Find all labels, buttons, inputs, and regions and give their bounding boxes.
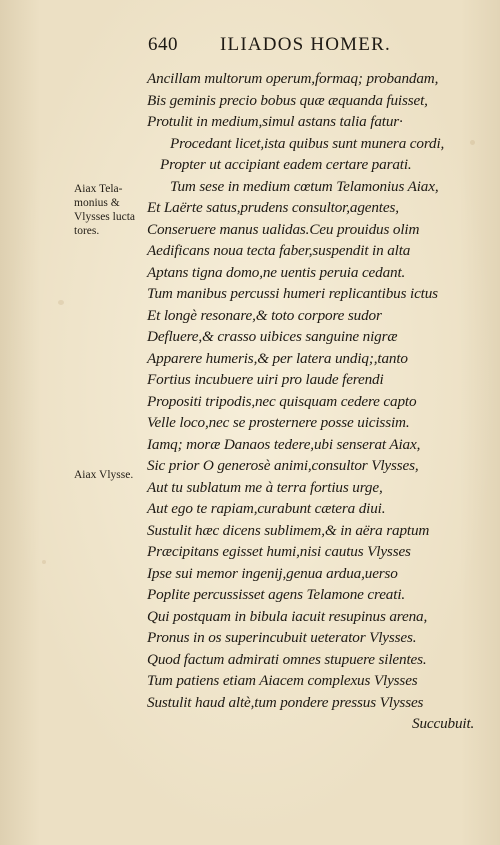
verse-line xyxy=(0,240,500,262)
page-number: 640 xyxy=(148,34,178,55)
verse-line-text: Aptans tigna domo,ne uentis peruia cedant. xyxy=(147,263,406,281)
verse-line xyxy=(0,606,500,628)
verse-line xyxy=(0,133,500,155)
verse-line xyxy=(0,412,500,434)
verse-line xyxy=(0,391,500,413)
verse-line xyxy=(0,455,500,477)
marginal-note-line: Aiax Tela- xyxy=(74,183,123,195)
verse-line xyxy=(0,219,500,241)
verse-line-text: Procedant licet,ista quibus sunt munera cordi, xyxy=(170,134,445,152)
verse-line-text: Poplite percussisset agens Telamone creati. xyxy=(147,586,406,603)
verse-line-text: Aut ego te rapiam,curabunt cætera diui. xyxy=(147,500,386,517)
verse-line-text: Iamq; moræ Danaos tedere,ubi senserat Aiax, xyxy=(147,435,421,453)
verse-line-text: Tum patiens etiam Aiacem complexus Vlysses xyxy=(147,672,418,689)
verse-line xyxy=(0,111,500,133)
verse-line xyxy=(0,305,500,327)
page-header xyxy=(148,34,438,62)
verse-line xyxy=(0,68,500,90)
verse-line-text: Qui postquam in bibula iacuit resupinus arena, xyxy=(147,607,428,625)
verse-line-text: Apparere humeris,& per latera undiq;,tanto xyxy=(147,349,408,367)
verse-line-text: Pronus in os superincubuit ueterator Vlysses. xyxy=(147,629,417,646)
verse-line-text: Bis geminis precio bobus quæ æquanda fuisset, xyxy=(147,91,428,109)
verse-line-text: Velle loco,nec se prosternere posse uicissim. xyxy=(147,414,410,431)
verse-line-text: Propter ut accipiant eadem certare parati. xyxy=(160,156,412,173)
verse-line xyxy=(0,627,500,649)
verse-line xyxy=(0,692,500,714)
verse-text xyxy=(0,68,500,735)
verse-line xyxy=(0,434,500,456)
verse-line xyxy=(0,520,500,542)
verse-line-text: Protulit in medium,simul astans talia fatur· xyxy=(147,113,403,130)
verse-line-text: Tum manibus percussi humeri replicantibus ictus xyxy=(147,285,438,302)
verse-line-text: Conseruere manus ualidas.Ceu prouidus olim xyxy=(147,220,420,238)
verse-line xyxy=(0,283,500,305)
verse-line-text: Ancillam multorum operum,formaq; probandam, xyxy=(147,70,439,87)
verse-line xyxy=(0,176,500,198)
marginal-note-line: monius & xyxy=(74,197,120,209)
verse-line xyxy=(0,348,500,370)
verse-line-text: Defluere,& crasso uibices sanguine nigræ xyxy=(147,328,398,345)
verse-line-text: Sustulit haud altè,tum pondere pressus Vlysses xyxy=(147,693,424,711)
verse-line xyxy=(0,563,500,585)
verse-line xyxy=(0,477,500,499)
verse-line-text: Sic prior O generosè animi,consultor Vlysses, xyxy=(147,457,419,474)
verse-line xyxy=(0,369,500,391)
verse-line-text: Et Laërte satus,prudens consultor,agentes, xyxy=(147,199,399,216)
verse-line xyxy=(0,154,500,176)
verse-line-text: Fortius incubuere uiri pro laude ferendi xyxy=(147,371,384,388)
marginal-note-line: Aiax Vlysse. xyxy=(74,469,134,481)
verse-line-text: Et longè resonare,& toto corpore sudor xyxy=(147,306,382,324)
marginal-note-line: Vlysses lucta xyxy=(74,211,136,223)
verse-line-text: Ipse sui memor ingenij,genua ardua,uerso xyxy=(147,564,398,582)
verse-line-text: Quod factum admirati omnes stupuere silentes. xyxy=(147,650,427,668)
verse-line xyxy=(0,90,500,112)
running-head: ILIADOS HOMER. xyxy=(220,34,391,55)
verse-line xyxy=(0,262,500,284)
verse-line xyxy=(0,498,500,520)
verse-line xyxy=(0,713,500,735)
marginal-note-line: tores. xyxy=(74,225,100,237)
verse-line-text: Aut tu sublatum me à terra fortius urge, xyxy=(147,478,383,496)
verse-line xyxy=(0,670,500,692)
verse-line-text: Sustulit hæc dicens sublimem,& in aëra raptum xyxy=(147,521,430,539)
verse-line-text: Tum sese in medium cœtum Telamonius Aiax, xyxy=(170,177,439,195)
verse-line-text: Succubuit. xyxy=(412,715,475,732)
verse-line xyxy=(0,649,500,671)
verse-line xyxy=(0,326,500,348)
verse-line-text: Præcipitans egisset humi,nisi cautus Vlysses xyxy=(147,543,411,560)
verse-line xyxy=(0,197,500,219)
verse-line xyxy=(0,584,500,606)
verse-line-text: Aedificans noua tecta faber,suspendit in alta xyxy=(147,242,411,259)
verse-line-text: Propositi tripodis,nec quisquam cedere capto xyxy=(147,392,417,410)
verse-line xyxy=(0,541,500,563)
